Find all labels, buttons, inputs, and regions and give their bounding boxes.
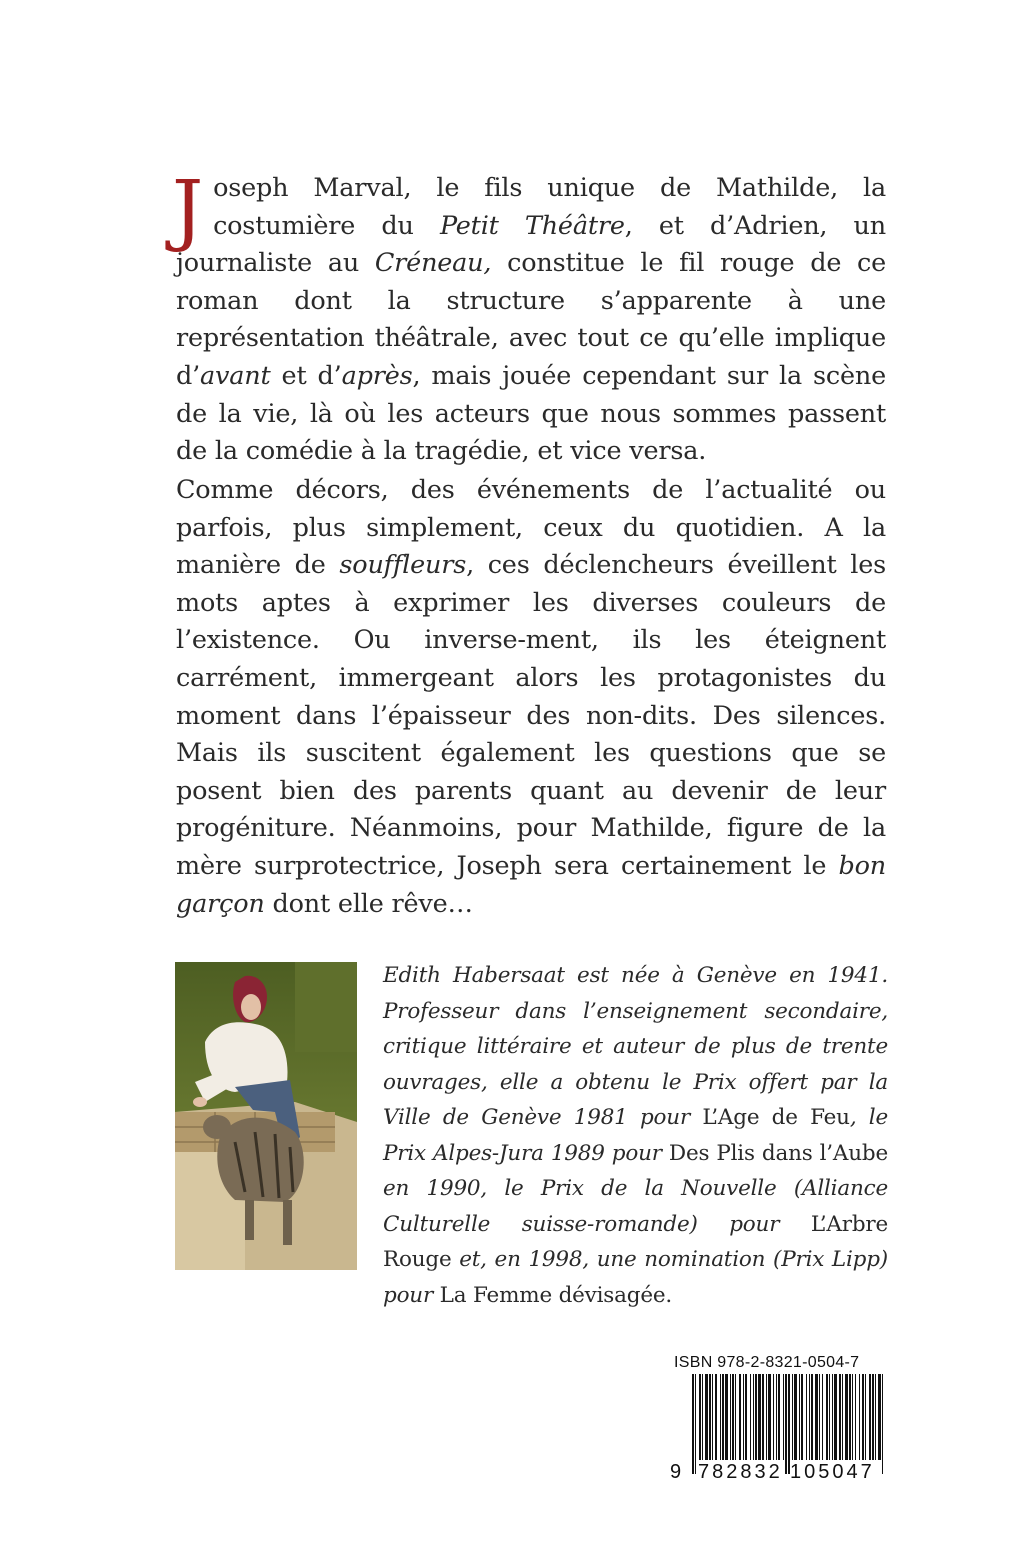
- isbn-label: ISBN 978-2-8321-0504-7: [674, 1354, 860, 1371]
- barcode-bar: [882, 1374, 883, 1474]
- barcode-bar: [753, 1374, 754, 1460]
- barcode-bar: [799, 1374, 800, 1460]
- barcode-bar: [709, 1374, 711, 1460]
- barcode-bar: [745, 1374, 747, 1460]
- barcode-bar: [715, 1374, 717, 1460]
- barcode-bar: [785, 1374, 787, 1474]
- barcode-bar: [725, 1374, 728, 1460]
- isbn-barcode: [670, 1354, 888, 1494]
- barcode-bar: [792, 1374, 793, 1460]
- barcode-bar: [755, 1374, 757, 1460]
- barcode-bar: [750, 1374, 751, 1460]
- barcode-bar: [692, 1374, 694, 1474]
- barcode-bar: [865, 1374, 866, 1460]
- barcode-bar: [722, 1374, 724, 1460]
- barcode-bar: [869, 1374, 871, 1460]
- barcode-bar: [762, 1374, 764, 1460]
- barcode-bar: [773, 1374, 774, 1460]
- barcode-bar: [839, 1374, 841, 1460]
- barcode-bar: [849, 1374, 851, 1460]
- barcode-bar: [862, 1374, 864, 1460]
- barcode-bar: [809, 1374, 810, 1460]
- barcode-bar: [695, 1374, 696, 1474]
- barcode-bar: [730, 1374, 731, 1460]
- barcode-digits-left: 782832: [698, 1461, 783, 1483]
- barcode-bar: [829, 1374, 830, 1460]
- barcode-bar: [705, 1374, 708, 1460]
- barcode-bar: [739, 1374, 741, 1460]
- barcode-bar: [783, 1374, 784, 1460]
- barcode-bar: [806, 1374, 807, 1460]
- barcode-bar: [776, 1374, 777, 1460]
- barcode-bar: [842, 1374, 843, 1460]
- barcode-bar: [815, 1374, 818, 1460]
- barcode-bar: [845, 1374, 848, 1460]
- barcode-bar: [811, 1374, 813, 1460]
- barcode-bar: [872, 1374, 874, 1460]
- barcode-bar: [794, 1374, 797, 1460]
- barcode-bar: [819, 1374, 820, 1460]
- barcode-bar: [732, 1374, 734, 1460]
- barcode-bar: [878, 1374, 881, 1460]
- barcode-bar: [852, 1374, 853, 1460]
- barcode-bar: [720, 1374, 721, 1460]
- barcode-bar: [702, 1374, 703, 1460]
- author-photo-image: [175, 962, 357, 1270]
- barcode-bar: [766, 1374, 767, 1460]
- barcode-digits-right: 105047: [790, 1461, 875, 1483]
- barcode-bar: [855, 1374, 856, 1460]
- barcode-bar: [826, 1374, 828, 1460]
- barcode-bar: [822, 1374, 823, 1460]
- author-bio: Edith Habersaat est née à Genève en 1941. Professeur dans l’enseignement secondaire, critique littéraire et auteur de plus de trente ouvrages, elle a obtenu le Prix offert par la Ville de Genève 1981 pour L’Age de Feu, le Prix Alpes-Jura 1989 pour Des Plis dans l’Aube en 1990, le Prix de la Nouvelle (Alliance Culturelle suisse-romande) pour L’Arbre Rouge et, en 1998, une nomination (Prix Lipp) pour La Femme dévisagée.: [383, 963, 888, 1308]
- author-photo: [175, 962, 357, 1270]
- summary-paragraph-1: Joseph Marval, le fils unique de Mathilde, la costumière du Petit Théâtre, et d’Adrien, un journaliste au Créneau, constitue le fil rouge de ce roman dont la structure s’apparente à une représentation théâtrale, avec tout ce qu’elle implique d’avant et d’après, mais jouée cependant sur la scène de la vie, là où les acteurs que nous sommes passent de la comédie à la tragédie, et vice versa.: [172, 165, 886, 467]
- barcode-bar: [758, 1374, 761, 1460]
- summary-paragraph-2: Comme décors, des événements de l’actualité ou parfois, plus simplement, ceux du quotidien. A la manière de souffleurs, ces déclencheurs éveillent les mots aptes à exprimer les diverses couleurs de l’existence. Ou inverse-ment, ils les éteignent carrément, immergeant alors les protagonistes du moment dans l’épaisseur des non-dits. Des silences. Mais ils suscitent également les questions que se posent bien des parents quant au devenir de leur progéniture. Néanmoins, pour Mathilde, figure de la mère surprotectrice, Joseph sera certainement le bon garçon dont elle rêve…: [176, 475, 886, 919]
- barcode-first-digit: 9: [670, 1461, 682, 1483]
- drop-cap: J: [172, 165, 204, 255]
- barcode-bar: [743, 1374, 744, 1460]
- barcode-bar: [859, 1374, 860, 1460]
- barcode-bar: [699, 1374, 701, 1460]
- barcode-bar: [834, 1374, 837, 1460]
- barcode-bar: [788, 1374, 790, 1474]
- barcode-bar: [768, 1374, 771, 1460]
- barcode-bar: [875, 1374, 876, 1460]
- barcode-bar: [712, 1374, 713, 1460]
- barcode-bar: [832, 1374, 833, 1460]
- barcode-bars: [670, 1374, 888, 1474]
- barcode-bar: [801, 1374, 803, 1460]
- barcode-bar: [778, 1374, 780, 1460]
- barcode-bar: [735, 1374, 736, 1460]
